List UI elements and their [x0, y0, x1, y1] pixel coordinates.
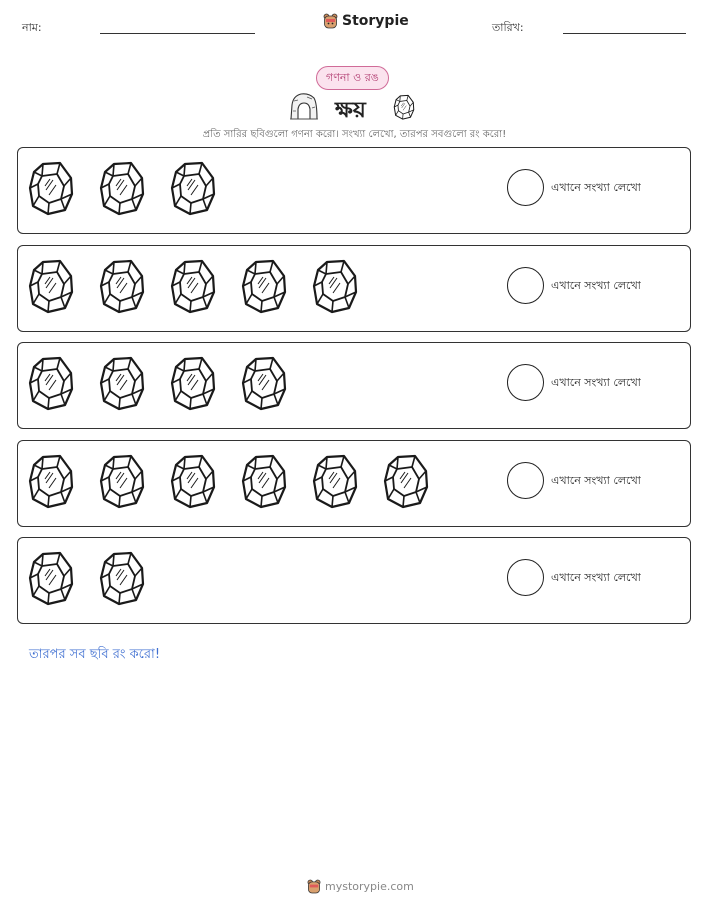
rock-arch-icon — [289, 91, 319, 121]
gem-group — [28, 258, 358, 314]
page-title: ক্ষয় — [335, 98, 366, 123]
category-badge: গণনা ও রঙ — [316, 66, 389, 90]
gem-icon — [99, 453, 145, 509]
gem-icon — [28, 355, 74, 411]
count-row-1 — [17, 147, 691, 234]
gem-icon — [99, 160, 145, 216]
answer-circle[interactable] — [507, 267, 544, 304]
site-footer — [307, 879, 414, 894]
site-url[interactable]: mystorypie.com — [325, 880, 414, 893]
gem-icon — [99, 258, 145, 314]
count-row-4 — [17, 440, 691, 527]
answer-circle[interactable] — [507, 462, 544, 499]
bear-mascot-icon — [307, 879, 321, 894]
gem-icon — [99, 355, 145, 411]
date-label: তারিখ: — [492, 21, 524, 34]
name-label: নাম: — [22, 21, 42, 34]
gem-group — [28, 355, 287, 411]
count-row-5 — [17, 537, 691, 624]
answer-label: এখানে সংখ্যা লেখো — [551, 376, 641, 389]
brand-name: Storypie — [342, 13, 409, 29]
gem-icon — [170, 160, 216, 216]
date-line[interactable] — [563, 33, 686, 34]
gem-icon — [241, 453, 287, 509]
bear-mascot-icon — [323, 13, 338, 29]
gem-icon — [28, 258, 74, 314]
brand — [323, 13, 409, 29]
gem-icon — [170, 355, 216, 411]
footer-note: তারপর সব ছবি রং করো! — [29, 647, 161, 662]
gem-icon — [99, 550, 145, 606]
answer-circle[interactable] — [507, 559, 544, 596]
gem-group — [28, 453, 429, 509]
gem-group — [28, 160, 216, 216]
gem-icon — [170, 453, 216, 509]
gem-icon — [383, 453, 429, 509]
gem-icon — [28, 160, 74, 216]
gem-icon — [241, 355, 287, 411]
answer-label: এখানে সংখ্যা লেখো — [551, 181, 641, 194]
name-line[interactable] — [100, 33, 255, 34]
answer-label: এখানে সংখ্যা লেখো — [551, 279, 641, 292]
gem-icon — [392, 94, 416, 120]
count-row-3 — [17, 342, 691, 429]
gem-icon — [312, 258, 358, 314]
answer-label: এখানে সংখ্যা লেখো — [551, 571, 641, 584]
answer-circle[interactable] — [507, 169, 544, 206]
count-row-2 — [17, 245, 691, 332]
gem-icon — [170, 258, 216, 314]
gem-icon — [312, 453, 358, 509]
gem-icon — [241, 258, 287, 314]
answer-circle[interactable] — [507, 364, 544, 401]
gem-icon — [28, 550, 74, 606]
instruction-text: প্রতি সারির ছবিগুলো গণনা করো। সংখ্যা লেখো, তারপর সবগুলো রং করো! — [202, 129, 507, 140]
gem-group — [28, 550, 145, 606]
gem-icon — [28, 453, 74, 509]
answer-label: এখানে সংখ্যা লেখো — [551, 474, 641, 487]
